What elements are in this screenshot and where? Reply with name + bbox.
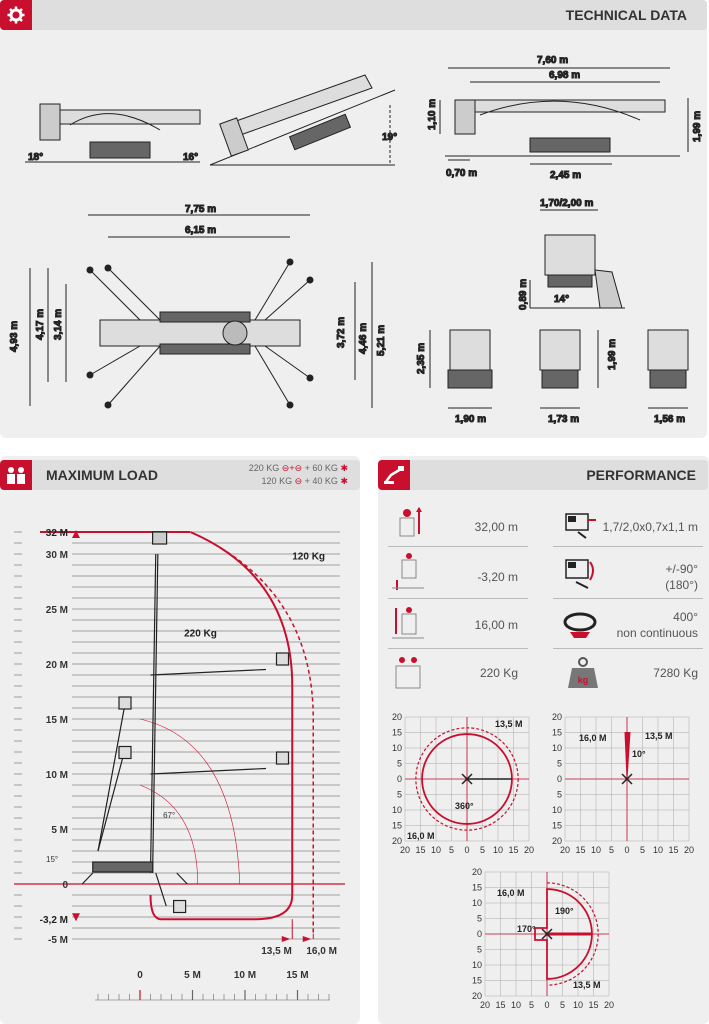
dim-front-width-c: 1,56 m — [654, 414, 686, 425]
grid-y-label: 10 — [551, 743, 562, 753]
platform-10 — [277, 752, 289, 764]
grid-y-label: 20 — [471, 867, 482, 877]
curve-label-120: 120 Kg — [292, 551, 326, 563]
performance-rows — [388, 500, 704, 700]
perf-max-load: 220 Kg — [479, 666, 518, 680]
grid-y-label: 0 — [476, 929, 482, 939]
y-tick-label: 5 M — [51, 825, 68, 836]
angle-18: 18° — [28, 152, 44, 163]
perf-platform-rotation: +/-90° — [665, 562, 698, 576]
perf-max-height: 32,00 m — [474, 520, 518, 534]
load-legend: 220 KG ⊖+⊖ + 60 KG ✱ 120 KG ⊖ + 40 KG ✱ — [248, 463, 348, 486]
grid-x-label: 10 — [652, 845, 664, 855]
dim-track-length: 2,45 m — [550, 170, 582, 181]
platform-20 — [277, 653, 289, 665]
diag3-angle-a: 190° — [555, 906, 574, 916]
x-tick-label: 15 M — [286, 970, 309, 981]
dim-overhang: 0,70 m — [446, 168, 478, 179]
maximum-load-chart — [0, 494, 360, 1024]
y-tick-label: 25 M — [45, 605, 68, 616]
grid-x-label: 15 — [508, 845, 519, 855]
grid-x-label: 20 — [683, 845, 695, 855]
grid-y-label: 15 — [391, 727, 402, 738]
angle-14: 14° — [554, 294, 570, 305]
grid-x-label: 0 — [464, 845, 470, 855]
performance-title: PERFORMANCE — [586, 467, 696, 483]
grid-y-label: 20 — [471, 991, 482, 1001]
boom-icon-badge — [378, 460, 410, 490]
reach-label-135: 13,5 M — [261, 946, 292, 957]
gear-icon — [7, 6, 25, 24]
tool-icon: ✱ — [340, 463, 348, 473]
grid-y-label: 15 — [471, 975, 482, 986]
grid-y-label: 10 — [551, 805, 562, 815]
x-tick-label: 10 M — [233, 970, 257, 981]
perf-turret-rotation: 400° — [673, 610, 698, 624]
grid-x-label: 20 — [399, 845, 411, 855]
performance-header — [378, 460, 708, 490]
grid-x-label: 20 — [523, 845, 535, 855]
legend-220: 220 KG — [248, 463, 280, 473]
working-area-diagrams — [378, 704, 709, 1024]
boom-horizontal-10 — [151, 769, 267, 775]
grid-y-label: 15 — [551, 820, 562, 831]
dim-height: 1,99 m — [692, 110, 703, 142]
machine-side-drawing — [440, 68, 688, 164]
legend-120: 120 KG — [261, 476, 293, 486]
grid-x-label: 20 — [603, 1000, 615, 1010]
dim-left-inner: 3,14 m — [53, 308, 64, 340]
dim-right-mid: 4,46 m — [358, 322, 369, 354]
grid-x-label: 15 — [668, 845, 679, 855]
diag3-label-a: 16,0 M — [497, 888, 525, 898]
boom-ghost-1 — [98, 708, 124, 851]
dim-front-width-a: 1,90 m — [455, 414, 487, 425]
front-views-drawing — [430, 330, 688, 408]
max-height-icon — [392, 504, 424, 540]
grid-x-label: 15 — [495, 1000, 506, 1010]
grid-x-label: 20 — [559, 845, 571, 855]
perf-turret-rotation-note: non continuous — [616, 626, 698, 640]
grid-x-label: 5 — [448, 845, 455, 855]
angle-19: 19° — [382, 132, 398, 143]
boom-drawing — [82, 532, 288, 913]
grid-x-label: 0 — [624, 845, 630, 855]
people-icon — [5, 466, 27, 484]
side-slope-drawing — [530, 210, 625, 308]
grid-y-label: 10 — [391, 743, 402, 753]
grid-x-label: 15 — [588, 1000, 599, 1010]
legend-40: + 40 KG — [304, 476, 338, 486]
technical-data-title: TECHNICAL DATA — [565, 7, 687, 23]
grid-x-label: 5 — [639, 845, 646, 855]
grid-y-label: 15 — [471, 882, 482, 893]
min-depth-icon — [392, 552, 424, 592]
boom-icon — [383, 465, 405, 485]
grid-y-label: 20 — [551, 712, 562, 722]
reach-label-160: 16,0 M — [306, 946, 337, 957]
grid-x-label: 15 — [575, 845, 586, 855]
diag2-angle: 10° — [632, 749, 646, 759]
grid-x-label: 10 — [430, 845, 442, 855]
outreach-icon — [392, 602, 424, 642]
grid-x-label: 10 — [492, 845, 504, 855]
perf-machine-weight: 7280 Kg — [653, 666, 698, 680]
grid-y-label: 5 — [476, 944, 482, 955]
grid-y-label: 10 — [471, 960, 482, 970]
grid-x-label: 5 — [528, 1000, 535, 1010]
grid-x-label: 0 — [544, 1000, 550, 1010]
people-icon-badge — [0, 460, 32, 490]
maximum-load-header — [0, 460, 360, 490]
grid-x-label: 10 — [572, 1000, 584, 1010]
grid-x-label: 10 — [590, 845, 602, 855]
dim-height-front: 1,10 m — [427, 98, 438, 130]
grid-y-label: 5 — [556, 758, 562, 769]
platform-down — [174, 901, 186, 913]
plan-view-drawing — [30, 215, 372, 408]
platform-rotation-icon — [564, 556, 598, 590]
y-tick-label: -3,2 M — [39, 915, 68, 927]
grid-y-label: 0 — [556, 774, 562, 784]
grid-x-label: 5 — [608, 845, 615, 855]
dim-left-mid: 4,17 m — [35, 308, 46, 340]
angle-15: 15° — [46, 855, 59, 864]
gear-icon-badge — [0, 0, 32, 30]
outriggers — [82, 873, 187, 884]
dim-front-width-b: 1,73 m — [548, 414, 580, 425]
platform-top — [153, 532, 167, 544]
chassis — [93, 862, 153, 872]
diag1-label-a: 13,5 M — [495, 719, 523, 729]
sector-narrow — [625, 733, 630, 780]
y-tick-label: 20 M — [45, 660, 68, 671]
perf-outreach: 16,00 m — [474, 618, 518, 632]
grid-x-label: 5 — [559, 1000, 566, 1010]
technical-drawings — [0, 30, 707, 440]
weight-icon-label: kg — [577, 675, 589, 685]
platform-ghost-2 — [119, 747, 131, 759]
grid-y-label: 20 — [551, 836, 562, 846]
dim-left-outer: 4,93 m — [9, 320, 20, 352]
reach-160-arrow — [303, 936, 312, 942]
technical-data-header — [0, 0, 707, 30]
perf-min-depth: -3,20 m — [477, 570, 518, 584]
grid-y-label: 15 — [391, 820, 402, 831]
dim-right-outer: 5,21 m — [376, 324, 387, 356]
diag2-label-a: 16,0 M — [579, 733, 607, 743]
diag2-label-b: 13,5 M — [645, 731, 673, 741]
boom-ghost-2 — [98, 752, 124, 851]
weight-icon — [566, 656, 600, 690]
reach-135-arrow — [282, 936, 291, 942]
y-tick-label: 32 M — [45, 528, 68, 539]
dim-front-height-b: 1,99 m — [607, 338, 618, 370]
machine-slope-drawing — [210, 75, 398, 165]
diag1-angle: 360° — [455, 801, 474, 811]
dim-width-max: 7,75 m — [185, 204, 217, 215]
grid-y-label: 5 — [556, 789, 562, 800]
maximum-load-title: MAXIMUM LOAD — [46, 467, 158, 483]
perf-platform-size: 1,7/2,0x0,7x1,1 m — [602, 520, 698, 534]
y-tick-label: 10 M — [45, 770, 68, 781]
perf-platform-rotation-total: (180°) — [665, 578, 698, 592]
boom-horizontal-20 — [151, 670, 267, 676]
dim-slope-height: 0,89 m — [518, 278, 529, 310]
legend-60: + 60 KG — [304, 463, 338, 473]
dim-total-length: 7,60 m — [537, 55, 569, 66]
diag3-angle-b: 170° — [517, 924, 536, 934]
tool-icon-2: ✱ — [340, 476, 348, 486]
platform-size-icon — [564, 510, 598, 540]
max-load-icon — [392, 654, 424, 692]
platform-ghost-1 — [119, 697, 131, 709]
grid-y-label: 20 — [391, 836, 402, 846]
grid-y-label: 5 — [396, 789, 402, 800]
y-tick-label: 30 M — [45, 550, 68, 561]
angle-67: 67° — [163, 811, 176, 820]
grid-y-label: 10 — [391, 805, 402, 815]
grid-y-label: 15 — [551, 727, 562, 738]
dim-front-height-a: 2,35 m — [416, 342, 427, 374]
diag1-label-b: 16,0 M — [407, 831, 435, 841]
x-tick-label: 0 — [137, 970, 143, 981]
angle-16: 16° — [183, 152, 199, 163]
grid-x-label: 5 — [479, 845, 486, 855]
dim-width-mid: 6,15 m — [185, 225, 217, 236]
grid-x-label: 15 — [415, 845, 426, 855]
grid-y-label: 5 — [476, 913, 482, 924]
curve-label-220: 220 Kg — [184, 628, 217, 640]
y-tick-label: -5 M — [48, 935, 68, 946]
dim-right-inner: 3,72 m — [336, 316, 347, 348]
grid-x-label: 20 — [479, 1000, 491, 1010]
grid-y-label: 10 — [471, 898, 482, 908]
grid-y-label: 5 — [396, 758, 402, 769]
grid-y-label: 20 — [391, 712, 402, 722]
grid-x-label: 10 — [510, 1000, 522, 1010]
grid-y-label: 0 — [396, 774, 402, 784]
dim-transport-length: 6,98 m — [549, 70, 581, 81]
diag3-label-b: 13,5 M — [573, 980, 601, 990]
machine-folded-drawing — [25, 104, 200, 162]
dim-top-width: 1,70/2,00 m — [540, 198, 594, 209]
y-tick-label: 0 — [62, 880, 68, 891]
boom-down — [156, 873, 167, 906]
x-tick-label: 5 M — [184, 970, 201, 981]
y-tick-label: 15 M — [45, 715, 68, 726]
